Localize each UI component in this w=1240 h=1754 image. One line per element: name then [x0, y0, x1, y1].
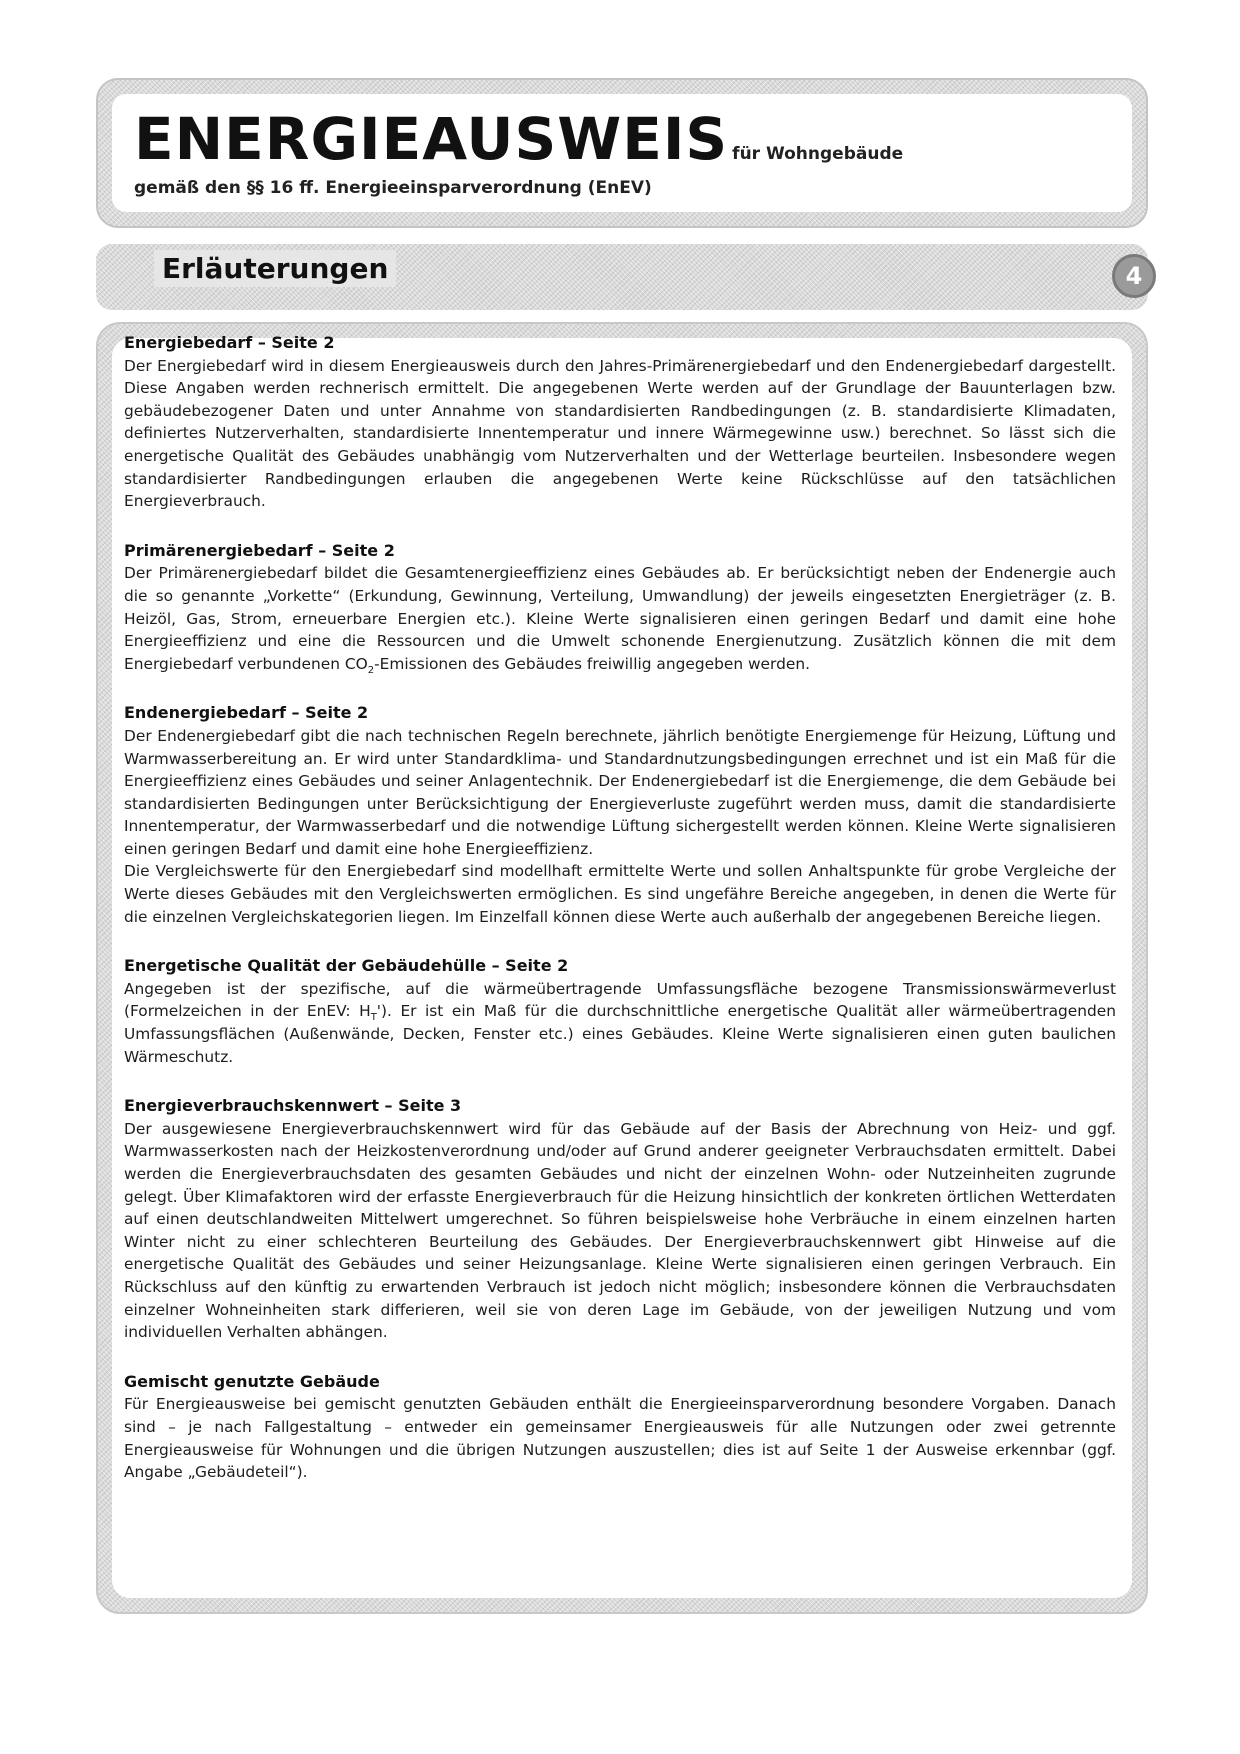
header-box [96, 78, 1148, 228]
section-heading: Energieverbrauchskennwert – Seite 3 [124, 1096, 462, 1116]
section-paragraph: Die Vergleichswerte für den Energiebedarf sind modellhaft ermittelte Werte und sollen Anhaltspunkte für grobe Vergleiche der Werte dieses Gebäudes mit den Vergleichswerten ermöglichen. Es sind ungefähre Bereiche angegeben, in denen die Werte für die einzelnen Vergleichskategorien liegen. Im Einzelfall können diese Werte auch außerhalb der angegebenen Bereiche liegen. [124, 862, 1116, 926]
paragraph-text: Angegeben ist der spezifische, auf die wärmeübertragende Umfassungsfläche bezogene Transmissionswärmeverlust (Formelzeichen in der EnEV: H [124, 979, 1116, 1021]
section-heading: Endenergiebedarf – Seite 2 [124, 703, 369, 723]
section-energiebedarf [124, 332, 1116, 513]
section-paragraph: Für Energieausweise bei gemischt genutzten Gebäuden enthält die Energieeinsparverordnung besondere Vorgaben. Danach sind – je nach Fallgestaltung – entweder ein gemeinsamer Energieausweis für alle Nutzungen oder zwei getrennte Energieausweise für Wohnungen und die übrigen Nutzungen auszustellen; dies ist auf Seite 1 der Ausweise erkennbar (ggf. Angabe „Gebäudeteil“). [124, 1395, 1116, 1482]
section-paragraph: Der Endenergiebedarf gibt die nach technischen Regeln berechnete, jährlich benötigte Energiemenge für Heizung, Lüftung und Warmwasserbereitung an. Er wird unter Standardklima- und Standardnutzungsbedingungen errechnet und ist ein Maß für die Energieeffizienz eines Gebäudes und seiner Anlagentechnik. Der Endenergiebedarf ist die Energiemenge, die dem Gebäude bei standardisierten Bedingungen unter Berücksichtigung der Energieverluste zugeführt werden muss, damit die standardisierte Innentemperatur, der Warmwasserbedarf und die notwendige Lüftung sichergestellt werden können. Kleine Werte signalisieren einen geringen Bedarf und damit eine hohe Energieeffizienz. [124, 726, 1116, 858]
document-title-suffix: für Wohngebäude [732, 144, 904, 164]
section-gebaeudehuelle [124, 955, 1116, 1068]
co2-subscript: 2 [367, 664, 375, 676]
section-heading: Energiebedarf – Seite 2 [124, 333, 335, 352]
ht-subscript: T [370, 1012, 377, 1024]
section-primaerenergiebedarf [124, 540, 1116, 676]
section-energieverbrauchskennwert [124, 1095, 1116, 1344]
section-endenergiebedarf [124, 702, 1116, 928]
section-paragraph [124, 562, 1116, 675]
content-body [124, 332, 1116, 1511]
paragraph-text: Der Primärenergiebedarf bildet die Gesamtenergieeffizienz eines Gebäudes ab. Er berücksichtigt neben der Endenergie auch die so genannte „Vorkette“ (Erkundung, Gewinnung, Verteilung, Umwandlung) der jeweils eingesetzten Energieträger (z. B. Heizöl, Gas, Strom, erneuerbare Energien etc.). Kleine Werte signalisieren einen geringen Bedarf und damit eine hohe Energieeffizienz und eine die Ressourcen und die Umwelt schonende Energienutzung. Zusätzlich können die mit dem Energiebedarf verbundenen CO [124, 564, 1116, 673]
section-title: Erläuterungen [154, 250, 396, 287]
section-heading: Gemischt genutzte Gebäude [124, 1371, 380, 1391]
section-heading: Energetische Qualität der Gebäudehülle – Seite 2 [124, 956, 569, 976]
section-gemischt-genutzt [124, 1371, 1116, 1484]
section-paragraph: Der Energiebedarf wird in diesem Energieausweis durch den Jahres-Primärenergiebedarf und den Endenergiebedarf dargestellt. Diese Angaben werden rechnerisch ermittelt. Die angegebenen Werte werden auf der Grundlage der Bauunterlagen bzw. gebäudebezogener Daten und unter Annahme von standardisierten Randbedingungen (z. B. standardisierte Klimadaten, definiertes Nutzerverhalten, standardisierte Innentemperatur und innere Wärmegewinne usw.) berechnet. So lässt sich die energetische Qualität des Gebäudes unabhängig vom Nutzerverhalten und der Wetterlage beurteilen. Insbesondere wegen standardisierter Randbedingungen erlauben die angegebenen Werte keine Rückschlüsse auf den tatsächlichen Energieverbrauch. [124, 356, 1116, 511]
section-paragraph [124, 978, 1116, 1068]
header-inner [112, 94, 1132, 212]
paragraph-text: '). Er ist ein Maß für die durchschnittliche energetische Qualität aller wärmeübertragenden Umfassungsflächen (Außenwände, Decken, Fenster etc.) eines Gebäudes. Kleine Werte signalisieren einen guten baulichen Wärmeschutz. [124, 1002, 1116, 1066]
section-paragraph: Der ausgewiesene Energieverbrauchskennwert wird für das Gebäude auf der Basis der Abrechnung von Heiz- und ggf. Warmwasserkosten nach der Heizkostenverordnung und/oder auf Grund anderer geeigneter Verbrauchsdaten ermittelt. Dabei werden die Energieverbrauchsdaten des gesamten Gebäudes und nicht der einzelnen Wohn- oder Nutzeinheiten zugrunde gelegt. Über Klimafaktoren wird der erfasste Energieverbrauch für die Heizung hinsichtlich der konkreten örtlichen Wetterdaten auf einen deutschlandweiten Mittelwert umgerechnet. So führen beispielsweise hohe Verbräuche in einem einzelnen harten Winter nicht zu einer schlechteren Beurteilung des Gebäudes. Der Energieverbrauchskennwert gibt Hinweise auf die energetische Qualität des Gebäudes und seiner Heizungsanlage. Kleine Werte signalisieren einen geringen Verbrauch. Ein Rückschluss auf den künftig zu erwartenden Verbrauch ist jedoch nicht möglich; insbesondere können die Verbrauchsdaten einzelner Wohneinheiten stark differieren, weil sie von deren Lage im Gebäude, von der jeweiligen Nutzung und vom individuellen Verhalten abhängen. [124, 1119, 1116, 1342]
title-row [134, 105, 904, 173]
paragraph-text: -Emissionen des Gebäudes freiwillig angegeben werden. [374, 654, 810, 673]
section-heading: Primärenergiebedarf – Seite 2 [124, 540, 395, 560]
document-subtitle: gemäß den §§ 16 ff. Energieeinsparverordnung (EnEV) [134, 178, 652, 198]
page-number-badge: 4 [1112, 254, 1156, 298]
document-title: ENERGIEAUSWEIS [134, 105, 729, 173]
